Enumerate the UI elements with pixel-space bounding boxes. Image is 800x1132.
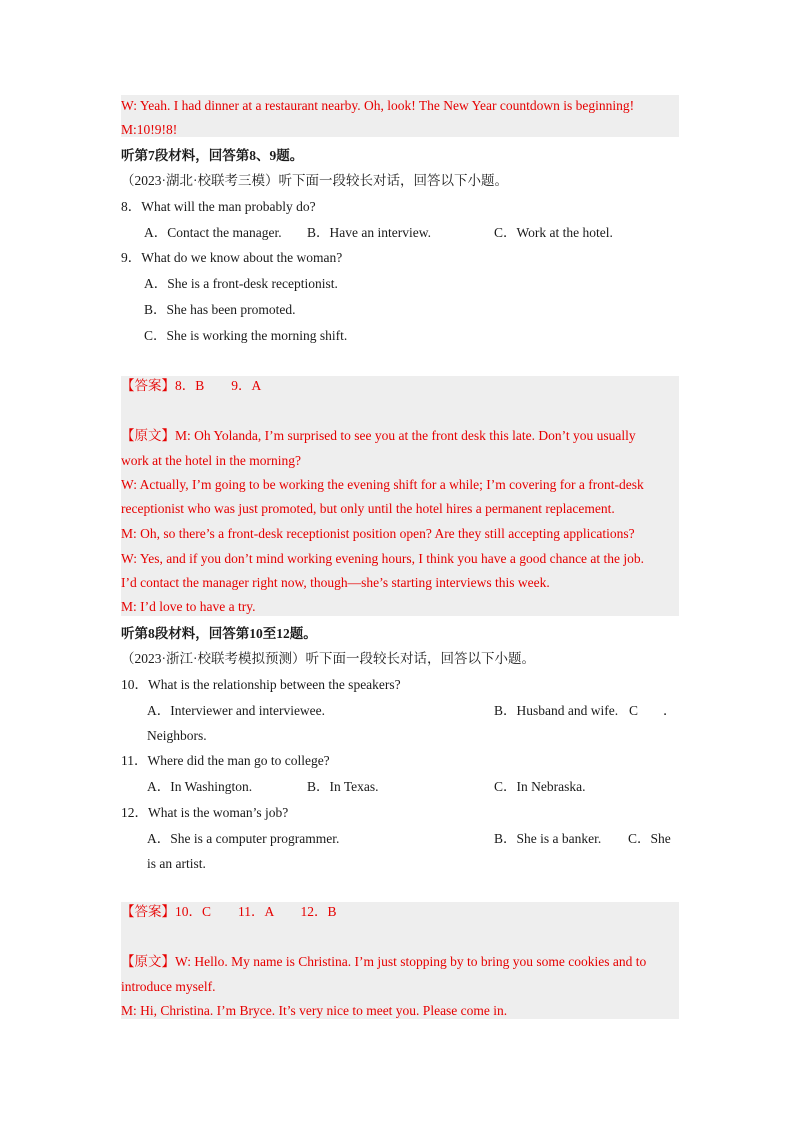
transcript-line: receptionist who was just promoted, but only until the hotel hires a permanent replacement. [121,501,615,516]
transcript-line: M: I’d love to have a try. [121,599,256,614]
section-heading: 听第8段材料，回答第10至12题。 [121,626,317,641]
option-c-dot: ． [663,703,677,718]
question-stem: 9．What do we know about the woman? [121,250,343,265]
option-a: A．In Washington. [147,779,253,794]
question-stem: 10．What is the relationship between the speakers? [121,677,401,692]
answer-block [121,376,679,616]
option-c-wrap: is an artist. [147,856,206,871]
transcript-line: M: Hi, Christina. I’m Bryce. It’s very nice to meet you. Please come in. [121,1003,508,1018]
option-b: B．Husband and wife. [494,703,619,718]
transcript-line: W: Yeah. I had dinner at a restaurant nearby. Oh, look! The New Year countdown is beginning! [121,98,635,113]
question-source: （2023·湖北·校联考三模）听下面一段较长对话，回答以下小题。 [121,173,508,188]
option-c: C．In Nebraska. [494,779,586,794]
section-heading: 听第7段材料，回答第8、9题。 [121,148,304,163]
transcript-line: I’d contact the manager right now, though—she’s starting interviews this week. [121,575,550,590]
answer-key: 【答案】8．B 9．A [121,378,262,393]
option-a: A．She is a front-desk receptionist. [144,276,338,291]
question-stem: 8．What will the man probably do? [121,199,316,214]
option-a: A．Interviewer and interviewee. [147,703,326,718]
answer-key: 【答案】10．C 11．A 12．B [121,904,337,919]
option-b: B．Have an interview. [307,225,431,240]
transcript-continuation-block [121,95,679,137]
option-c: C．Work at the hotel. [494,225,613,240]
option-a: A．Contact the manager. [144,225,282,240]
transcript-line: 【原文】W: Hello. My name is Christina. I’m just stopping by to bring you some cookies and to [121,954,647,969]
transcript-line: M:10!9!8! [121,122,178,137]
question-source: （2023·浙江·校联考模拟预测）听下面一段较长对话，回答以下小题。 [121,651,535,666]
transcript-line: M: Oh, so there’s a front-desk receptionist position open? Are they still accepting applications? [121,526,635,541]
option-b: B．She is a banker. [494,831,602,846]
question-stem: 11．Where did the man go to college? [121,753,330,768]
transcript-line: introduce myself. [121,979,216,994]
question-stem: 12．What is the woman’s job? [121,805,289,820]
option-a: A．She is a computer programmer. [147,831,340,846]
option-b: B．In Texas. [307,779,379,794]
transcript-line: 【原文】M: Oh Yolanda, I’m surprised to see you at the front desk this late. Don’t you usually [121,428,636,443]
answer-block [121,902,679,1019]
transcript-line: W: Actually, I’m going to be working the evening shift for a while; I’m covering for a front-desk [121,477,644,492]
transcript-line: W: Yes, and if you don’t mind working evening hours, I think you have a good chance at the job. [121,551,645,566]
option-c: C．She is working the morning shift. [144,328,348,343]
transcript-line: work at the hotel in the morning? [121,453,301,468]
option-c-letter: C．She [628,831,671,846]
option-c-wrap: Neighbors. [147,728,207,743]
option-c-letter: C [629,703,639,718]
option-b: B．She has been promoted. [144,302,296,317]
